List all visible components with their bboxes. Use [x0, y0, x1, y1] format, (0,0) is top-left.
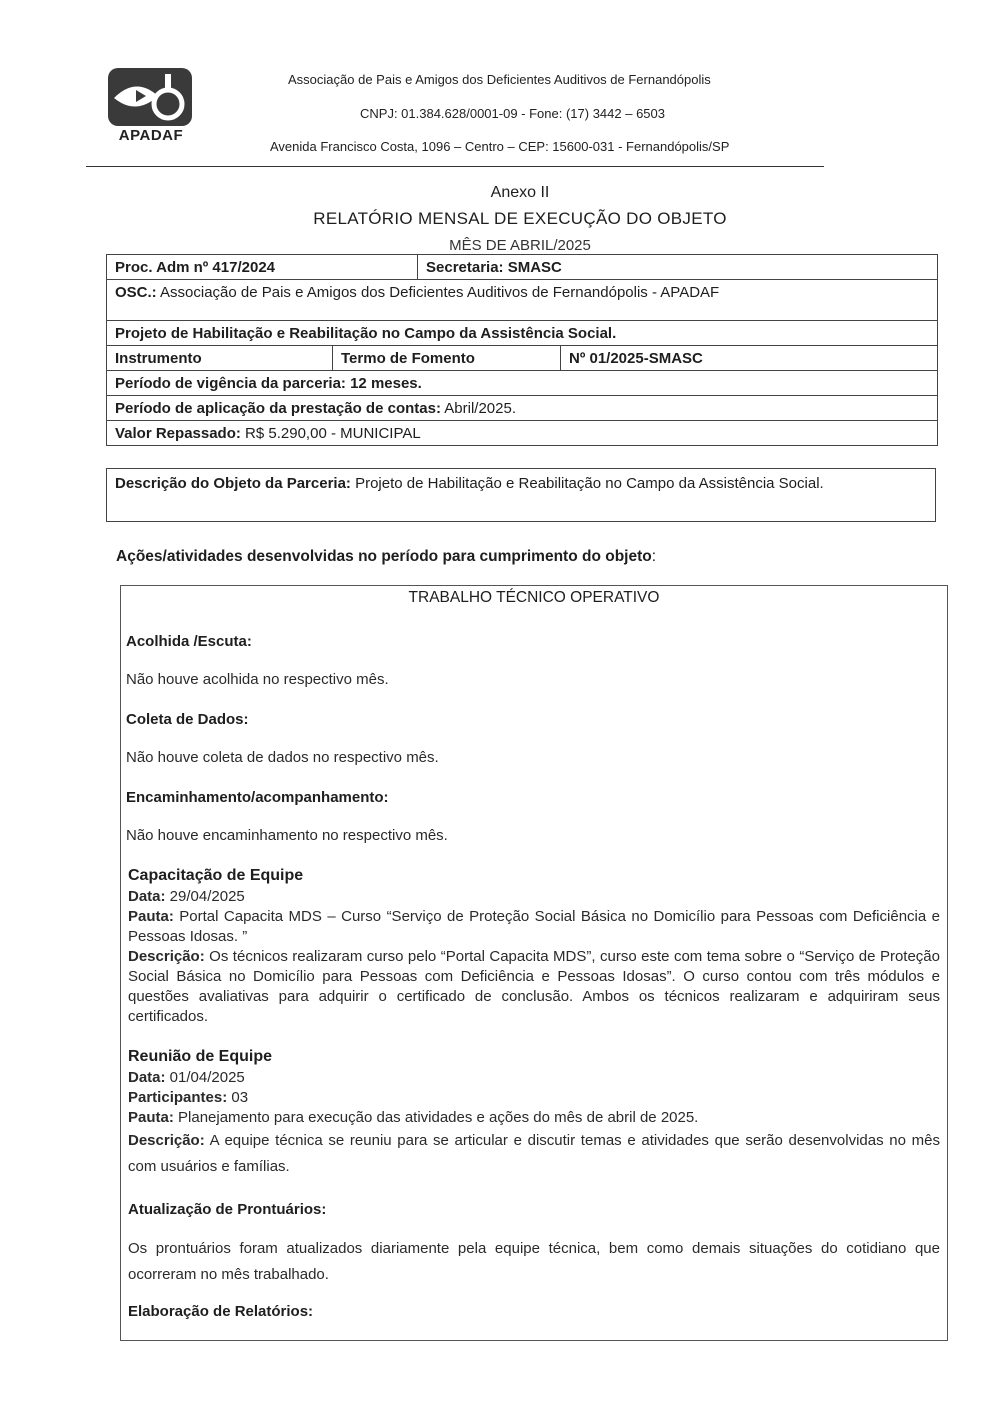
cnpj-phone: CNPJ: 01.384.628/0001-09 - Fone: (17) 3442 – 6503 — [360, 106, 665, 121]
reuniao-data-label: Data: — [128, 1069, 166, 1086]
atualizacao-text: Os prontuários foram atualizados diariamente pela equipe técnica, bem como demais situações do cotidiano que ocorreram no mês trabalhado. — [128, 1240, 940, 1283]
reuniao-participantes-label: Participantes: — [128, 1089, 228, 1106]
reuniao-pauta-value: Planejamento para execução das atividades e ações do mês de abril de 2025. — [173, 1109, 699, 1126]
annex-title: Anexo II — [490, 184, 550, 201]
info-row-osc — [107, 279, 937, 320]
valor-label: Valor Repassado: — [115, 425, 241, 442]
reuniao-data-value: 01/04/2025 — [165, 1069, 245, 1086]
elaboracao-heading: Elaboração de Relatórios: — [128, 1303, 314, 1320]
info-table — [106, 254, 938, 446]
address: Avenida Francisco Costa, 1096 – Centro – CEP: 15600-031 - Fernandópolis/SP — [270, 139, 730, 154]
apadaf-logo-mark — [106, 66, 196, 130]
report-title: RELATÓRIO MENSAL DE EXECUÇÃO DO OBJETO — [313, 209, 727, 228]
capacitacao-pauta-value: Portal Capacita MDS – Curso “Serviço de Proteção Social Básica no Domicílio para Pessoas com Deficiência e Pessoas Idosas. ” — [128, 908, 940, 945]
encaminhamento-text: Não houve encaminhamento no respectivo mês. — [126, 827, 448, 844]
info-row-instrumento — [107, 345, 937, 370]
coleta-text: Não houve coleta de dados no respectivo mês. — [126, 749, 439, 766]
reuniao-descricao — [128, 1128, 940, 1180]
info-row-proc — [107, 255, 937, 279]
info-row-aplicacao — [107, 395, 937, 420]
capacitacao-pauta — [128, 907, 940, 947]
acoes-heading — [116, 548, 656, 566]
termo-fomento: Termo de Fomento — [332, 346, 560, 370]
reuniao-pauta — [128, 1108, 940, 1128]
encaminhamento-heading: Encaminhamento/acompanhamento: — [126, 789, 389, 806]
acolhida-text: Não houve acolhida no respectivo mês. — [126, 671, 389, 688]
osc — [107, 280, 937, 320]
aplicacao-label: Período de aplicação da prestação de contas: — [115, 400, 441, 417]
osc-value: Associação de Pais e Amigos dos Deficientes Auditivos de Fernandópolis - APADAF — [156, 284, 720, 301]
capacitacao-descricao — [128, 947, 940, 1027]
reuniao-pauta-label: Pauta: — [128, 1109, 174, 1126]
vigencia: Período de vigência da parceria: 12 meses. — [115, 375, 422, 392]
capacitacao-data — [128, 887, 940, 907]
capacitacao-data-value: 29/04/2025 — [165, 888, 245, 905]
reuniao-participantes — [128, 1088, 940, 1108]
capacitacao-heading: Capacitação de Equipe — [128, 867, 304, 884]
capacitacao-data-label: Data: — [128, 888, 166, 905]
capacitacao-block — [128, 887, 940, 1027]
descricao-objeto-value: Projeto de Habilitação e Reabilitação no Campo da Assistência Social. — [350, 475, 824, 492]
reuniao-data — [128, 1068, 940, 1088]
proc-adm: Proc. Adm nº 417/2024 — [115, 259, 275, 276]
coleta-heading: Coleta de Dados: — [126, 711, 249, 728]
atualizacao-heading: Atualização de Prontuários: — [128, 1201, 327, 1218]
projeto: Projeto de Habilitação e Reabilitação no Campo da Assistência Social. — [115, 325, 617, 342]
info-row-projeto — [107, 320, 937, 345]
capacitacao-descricao-value: Os técnicos realizaram curso pelo “Portal Capacita MDS”, curso este com tema sobre o “Serviço de Proteção Social Básica no Domicílio para Pessoas com Deficiência e Pessoas Idosas”. O curso contou com três módulos e questões avaliativas para adquirir o certificado de conclusão. Ambos os técnicos realizaram e adquiriram seus certificados. — [128, 948, 940, 1025]
reuniao-descricao-label: Descrição: — [128, 1132, 205, 1149]
aplicacao — [107, 396, 937, 420]
report-month: MÊS DE ABRIL/2025 — [449, 237, 591, 254]
acoes-label: Ações/atividades desenvolvidas no período para cumprimento do objeto — [116, 548, 652, 565]
logo-text: APADAF — [118, 127, 184, 144]
capacitacao-descricao-label: Descrição: — [128, 948, 205, 965]
reuniao-descricao-value: A equipe técnica se reuniu para se articular e discutir temas e atividades que serão desenvolvidas no mês com usuários e famílias. — [128, 1132, 940, 1175]
osc-label: OSC.: — [115, 284, 157, 301]
numero-termo: Nº 01/2025-SMASC — [560, 346, 937, 370]
acolhida-heading: Acolhida /Escuta: — [126, 633, 252, 650]
header-divider — [86, 166, 824, 167]
secretaria: Secretaria: SMASC — [417, 255, 937, 279]
instrumento: Instrumento — [115, 350, 202, 367]
info-row-vigencia — [107, 370, 937, 395]
reuniao-participantes-value: 03 — [227, 1089, 249, 1106]
reuniao-block — [128, 1068, 940, 1180]
descricao-objeto-label: Descrição do Objeto da Parceria: — [115, 475, 351, 492]
org-name: Associação de Pais e Amigos dos Deficientes Auditivos de Fernandópolis — [288, 72, 711, 87]
descricao-objeto-box — [106, 468, 936, 522]
capacitacao-pauta-label: Pauta: — [128, 908, 174, 925]
acoes-colon: : — [651, 548, 657, 565]
reuniao-heading: Reunião de Equipe — [128, 1048, 273, 1065]
info-row-valor — [107, 420, 937, 445]
valor — [107, 421, 937, 445]
trabalho-title: TRABALHO TÉCNICO OPERATIVO — [408, 589, 660, 606]
aplicacao-value: Abril/2025. — [440, 400, 517, 417]
valor-value: R$ 5.290,00 - MUNICIPAL — [240, 425, 421, 442]
